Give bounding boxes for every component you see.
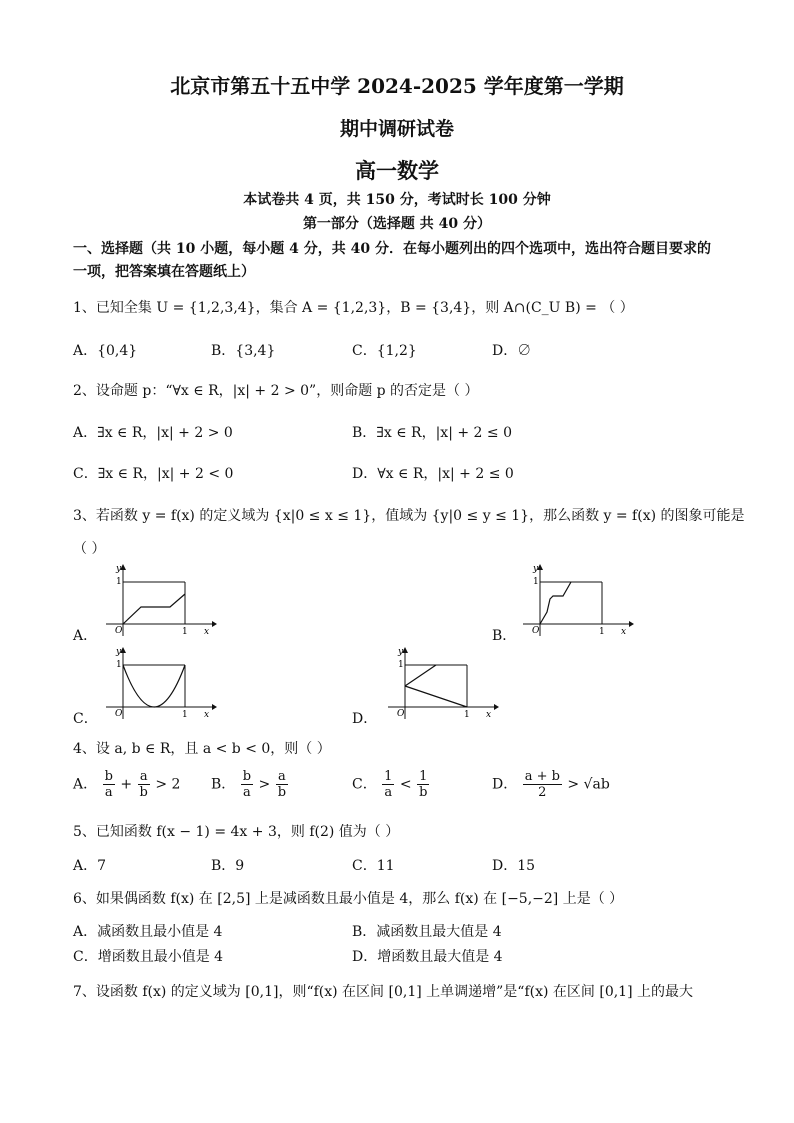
numerator: a	[276, 769, 288, 785]
fraction-b-over-a	[241, 769, 253, 800]
q6-option-c: C．增函数且最小值是 4	[73, 949, 224, 965]
numerator: b	[242, 769, 252, 784]
q4-option-d-tail: > √ab	[567, 776, 610, 793]
q3-paren: （ ）	[73, 541, 106, 557]
fraction-a-over-b	[276, 769, 288, 800]
q2-option-b: B．∃x ∈ R，|x| + 2 ≤ 0	[352, 425, 512, 441]
graph-b-y-tick: 1	[533, 577, 539, 587]
q2-stem: 2、设命题 p：“∀x ∈ R，|x| + 2 > 0”，则命题 p 的否定是（ ）	[73, 383, 479, 399]
q6-option-d: D．增函数且最大值是 4	[352, 949, 503, 965]
q4-option-c	[352, 769, 430, 800]
q4-stem: 4、设 a, b ∈ R，且 a < b < 0，则（ ）	[73, 741, 331, 757]
q3-graph-b	[515, 562, 635, 640]
graph-a-y-label: y	[116, 564, 122, 574]
fraction-a-plus-b-over-2	[523, 769, 562, 800]
q6-option-a: A．减函数且最小值是 4	[73, 924, 223, 940]
q3-option-c-label: C．	[73, 711, 98, 727]
q1-stem: 1、已知全集 U = {1,2,3,4}，集合 A = {1,2,3}，B = {3,4}，则 A∩(C_U B) = （ ）	[73, 300, 634, 316]
denominator: 2	[538, 785, 547, 800]
exam-subtitle: 期中调研试卷	[339, 118, 454, 140]
q3-option-a-label: A．	[73, 628, 98, 644]
graph-a-x-label: x	[204, 627, 210, 637]
graph-b-y-label: y	[533, 564, 539, 574]
graph-a-origin: O	[115, 626, 123, 636]
q3-option-d-label: D．	[352, 711, 378, 727]
q1-option-c: C．{1,2}	[352, 343, 417, 359]
q3-stem: 3、若函数 y = f(x) 的定义域为 {x|0 ≤ x ≤ 1}，值域为 {y|0 ≤ y ≤ 1}，那么函数 y = f(x) 的图象可能是	[73, 508, 745, 524]
numerator: 1	[417, 769, 429, 785]
q4-option-b	[211, 769, 289, 800]
q3-graph-d	[380, 645, 500, 723]
q5-stem: 5、已知函数 f(x − 1) = 4x + 3，则 f(2) 值为（ ）	[73, 824, 400, 840]
plus-sign: +	[120, 776, 133, 793]
graph-b-origin: O	[532, 626, 540, 636]
q3-graph-c	[98, 645, 218, 723]
exam-info: 本试卷共 4 页，共 150 分，考试时长 100 分钟	[243, 192, 551, 208]
numerator: a	[138, 769, 150, 785]
q4-option-b-label: B．	[211, 776, 236, 793]
graph-d-y-label: y	[398, 647, 404, 657]
graph-d-x-tick: 1	[464, 710, 470, 720]
graph-d-x-label: x	[486, 710, 492, 720]
graph-c-y-label: y	[116, 647, 122, 657]
fraction-b-over-a	[103, 769, 115, 800]
q4-option-a-tail: > 2	[155, 776, 181, 793]
denominator: a	[243, 785, 251, 800]
q5-option-c: C．11	[352, 858, 395, 874]
graph-c-y-tick: 1	[116, 660, 122, 670]
exam-title: 北京市第五十五中学 2024-2025 学年度第一学期	[170, 74, 624, 98]
numerator: 1	[384, 769, 393, 784]
denominator: a	[104, 785, 113, 800]
graph-d-y-tick: 1	[398, 660, 404, 670]
q1-option-a: A．{0,4}	[73, 343, 138, 359]
graph-c-x-label: x	[204, 710, 210, 720]
q7-stem: 7、设函数 f(x) 的定义域为 [0,1]，则“f(x) 在区间 [0,1] 上单调递增”是“f(x) 在区间 [0,1] 上的最大	[73, 984, 693, 1000]
q6-stem: 6、如果偶函数 f(x) 在 [2,5] 上是减函数且最小值是 4，那么 f(x) 在 [−5,−2] 上是（ ）	[73, 891, 624, 907]
q6-option-b: B．减函数且最大值是 4	[352, 924, 502, 940]
q1-option-b: B．{3,4}	[211, 343, 276, 359]
subject-title: 高一数学	[355, 158, 439, 183]
q4-option-d	[492, 769, 610, 800]
q5-option-b: B．9	[211, 858, 245, 874]
q3-option-b-label: B．	[492, 628, 517, 644]
fraction-1-over-b	[417, 769, 429, 800]
q3-graph-a	[98, 562, 218, 640]
q2-option-d: D．∀x ∈ R，|x| + 2 ≤ 0	[352, 466, 514, 482]
q1-option-d: D．∅	[492, 343, 532, 359]
denominator: b	[139, 785, 148, 800]
less-sign: <	[399, 776, 412, 793]
denominator: a	[384, 785, 393, 800]
q4-option-d-label: D．	[492, 776, 518, 793]
graph-c-origin: O	[115, 709, 123, 719]
denominator: b	[277, 785, 287, 800]
fraction-a-over-b	[138, 769, 150, 800]
graph-b-x-tick: 1	[599, 627, 605, 637]
greater-sign: >	[258, 776, 271, 793]
section-heading: 一、选择题（共 10 小题，每小题 4 分，共 40 分．在每小题列出的四个选项中，选出符合题目要求的一项，把答案填在答题纸上）	[73, 241, 711, 280]
graph-c-x-tick: 1	[182, 710, 188, 720]
part-heading: 第一部分（选择题 共 40 分）	[302, 216, 492, 232]
q2-option-a: A．∃x ∈ R，|x| + 2 > 0	[73, 425, 233, 441]
graph-d-origin: O	[397, 709, 405, 719]
q4-option-a	[73, 769, 180, 800]
graph-a-y-tick: 1	[116, 577, 122, 587]
q2-option-c: C．∃x ∈ R，|x| + 2 < 0	[73, 466, 234, 482]
q5-option-a: A．7	[73, 858, 107, 874]
q5-option-d: D．15	[492, 858, 536, 874]
numerator: b	[104, 769, 113, 784]
denominator: b	[419, 785, 428, 800]
fraction-1-over-a	[382, 769, 394, 800]
numerator: a + b	[524, 769, 560, 784]
q4-option-a-label: A．	[73, 776, 98, 793]
graph-b-x-label: x	[621, 627, 627, 637]
graph-a-x-tick: 1	[182, 627, 188, 637]
q4-option-c-label: C．	[352, 776, 377, 793]
